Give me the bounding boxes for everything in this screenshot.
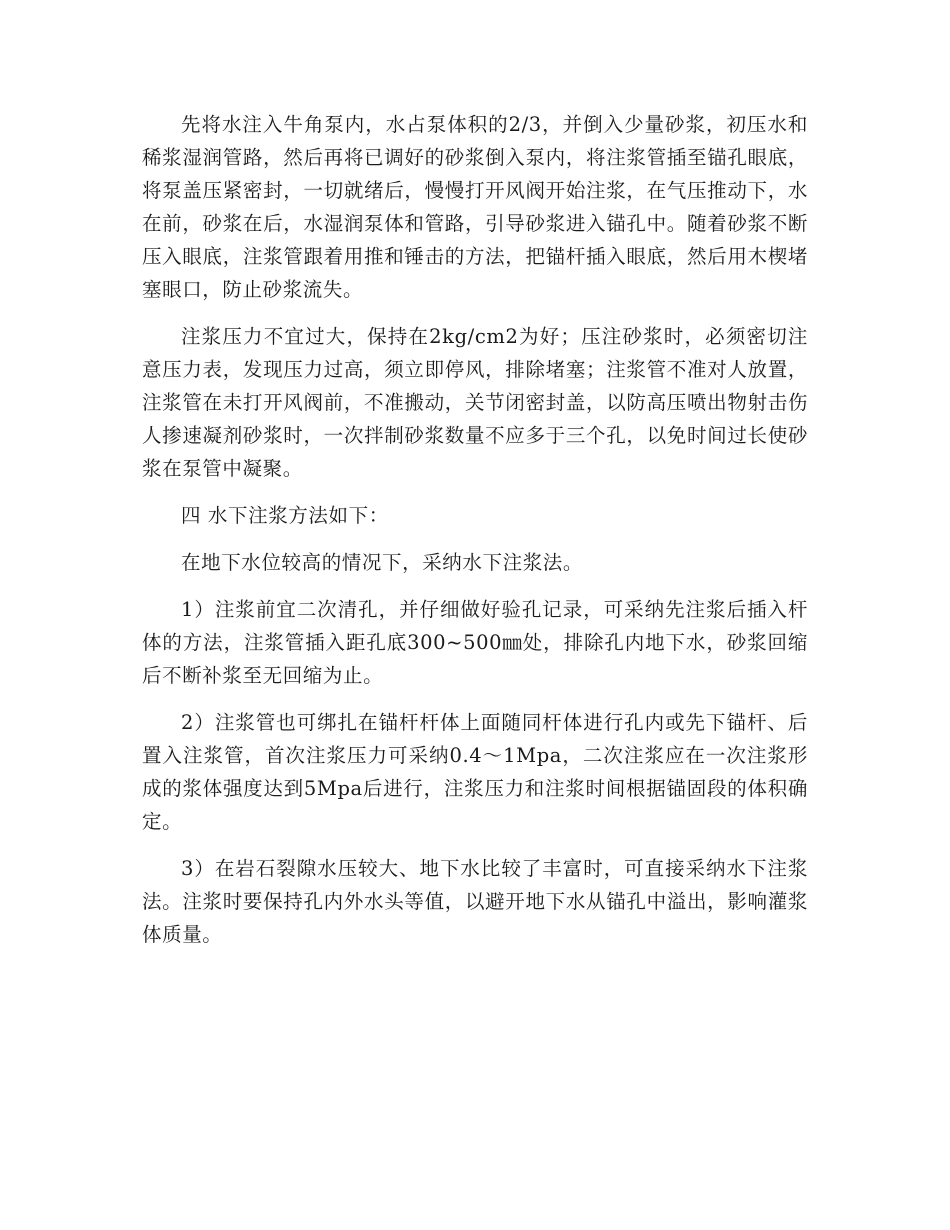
paragraph-underwater-intro: 在地下水位较高的情况下，采纳水下注浆法。 xyxy=(181,551,584,574)
list-item-1: 1）注浆前宜二次清孔，并仔细做好验孔记录，可采纳先注浆后插入杆体的方法，注浆管插入距孔底300~500㎜处，排除孔内地下水，砂浆回缩后不断补浆至无回缩为止。 xyxy=(142,598,808,687)
list-item-3: 3）在岩石裂隙水压较大、地下水比较了丰富时，可直接采纳水下注浆法。注浆时要保持孔内外水头等值，以避开地下水从锚孔中溢出，影响灌浆体质量。 xyxy=(142,857,808,946)
document-body xyxy=(142,108,808,951)
paragraph-grouting-procedure: 先将水注入牛角泵内，水占泵体积的2/3，并倒入少量砂浆，初压水和稀浆湿润管路，然后再将已调好的砂浆倒入泵内，将注浆管插至锚孔眼底，将泵盖压紧密封，一切就绪后，慢慢打开风阀开始注浆，在气压推动下，水在前，砂浆在后，水湿润泵体和管路，引导砂浆进入锚孔中。随着砂浆不断压入眼底，注浆管跟着用推和锤击的方法，把锚杆插入眼底，然后用木楔堵塞眼口，防止砂浆流失。 xyxy=(142,113,808,301)
section-heading-underwater-grouting: 四 水下注浆方法如下： xyxy=(181,504,389,527)
paragraph-grouting-pressure: 注浆压力不宜过大，保持在2kg/cm2为好；压注砂浆时，必须密切注意压力表，发现压力过高，须立即停风，排除堵塞；注浆管不准对人放置，注浆管在未打开风阀前，不准搬动，关节闭密封盖，以防高压喷出物射击伤人掺速凝剂砂浆时，一次拌制砂浆数量不应多于三个孔，以免时间过长使砂浆在泵管中凝聚。 xyxy=(142,325,808,480)
list-item-2: 2）注浆管也可绑扎在锚杆杆体上面随同杆体进行孔内或先下锚杆、后置入注浆管，首次注浆压力可采纳0.4～1Mpa，二次注浆应在一次注浆形成的浆体强度达到5Mpa后进行，注浆压力和注浆时间根据锚固段的体积确定。 xyxy=(142,711,808,833)
